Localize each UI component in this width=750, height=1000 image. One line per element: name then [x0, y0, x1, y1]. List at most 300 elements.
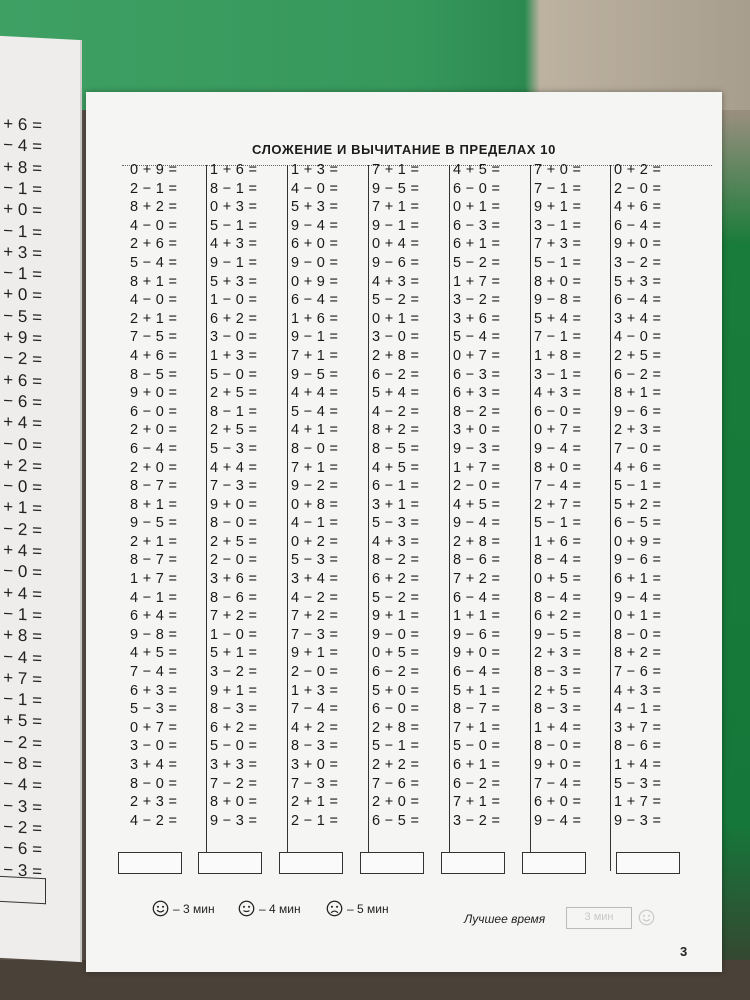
exercise-item: 7 − 4 =	[534, 775, 582, 792]
exercise-column	[534, 161, 614, 830]
exercise-item: 0 + 1 =	[372, 310, 420, 327]
exercise-item: 8 − 0 =	[614, 626, 662, 643]
exercise-item: 5 − 3 =	[614, 775, 662, 792]
exercise-item: 8 − 6 =	[614, 738, 662, 755]
exercise-item: 8 − 7 =	[453, 701, 501, 718]
exercise-column	[210, 161, 290, 830]
exercise-item: 0 + 9 =	[614, 533, 662, 550]
exercise-item: 6 + 2 =	[534, 608, 582, 625]
exercise-item: 2 + 8 =	[372, 719, 420, 736]
exercise-item: 4 + 3 =	[614, 682, 662, 699]
left-page-exercise: + 4 =	[3, 540, 42, 562]
exercise-item: 4 + 3 =	[210, 236, 258, 253]
exercise-item: 0 + 5 =	[534, 571, 582, 588]
left-page-exercise: + 6 =	[3, 114, 42, 136]
exercise-item: 2 + 1 =	[130, 533, 178, 550]
exercise-item: 8 + 0 =	[534, 273, 582, 290]
exercise-item: 4 − 2 =	[372, 403, 420, 420]
exercise-item: 2 + 1 =	[130, 310, 178, 327]
legend-neutral	[238, 900, 301, 917]
exercise-item: 3 − 2 =	[614, 254, 662, 271]
exercise-item: 6 + 3 =	[130, 682, 178, 699]
exercise-item: 2 − 1 =	[130, 180, 178, 197]
exercise-item: 9 − 1 =	[372, 217, 420, 234]
exercise-item: 7 + 1 =	[291, 459, 339, 476]
exercise-item: 5 − 4 =	[453, 329, 501, 346]
exercise-item: 6 − 4 =	[614, 292, 662, 309]
exercise-item: 1 + 3 =	[210, 347, 258, 364]
exercise-item: 7 + 2 =	[291, 608, 339, 625]
exercise-item: 2 − 0 =	[614, 180, 662, 197]
left-page-exercise: − 0 =	[3, 433, 42, 455]
exercise-item: 2 + 2 =	[372, 757, 420, 773]
exercise-item: 6 + 4 =	[130, 608, 178, 625]
time-answer-box[interactable]	[279, 852, 343, 874]
exercise-item: 5 − 1 =	[372, 738, 420, 755]
left-page-exercise: + 8 =	[3, 625, 42, 647]
exercise-item: 5 − 2 =	[372, 589, 420, 606]
exercise-item: 4 − 0 =	[614, 329, 662, 346]
exercise-item: 4 − 1 =	[130, 589, 178, 606]
exercise-item: 4 − 2 =	[291, 589, 339, 606]
exercise-item: 9 − 6 =	[453, 626, 501, 643]
exercise-item: 4 − 2 =	[130, 812, 178, 829]
exercise-item: 9 + 0 =	[210, 496, 258, 513]
left-page-exercise: + 5 =	[3, 710, 42, 732]
exercise-item: 6 + 1 =	[614, 571, 662, 588]
left-page-exercise: + 7 =	[3, 667, 42, 689]
exercise-item: 2 + 6 =	[130, 236, 178, 253]
time-answer-box[interactable]	[441, 852, 505, 874]
smiling-face-icon	[152, 900, 169, 917]
exercise-item: 8 − 3 =	[210, 701, 258, 718]
exercise-item: 5 − 4 =	[130, 254, 178, 271]
exercise-item: 9 − 6 =	[372, 254, 420, 271]
exercise-item: 9 − 5 =	[534, 626, 582, 643]
left-page-exercise: − 1 =	[3, 263, 42, 285]
exercise-item: 5 + 4 =	[534, 310, 582, 327]
exercise-item: 8 − 1 =	[210, 403, 258, 420]
exercise-item: 9 + 0 =	[614, 236, 662, 253]
left-page-exercise: + 0 =	[3, 284, 42, 306]
exercise-item: 5 − 2 =	[453, 254, 501, 271]
exercise-item: 3 + 1 =	[372, 496, 420, 513]
left-page-exercise: − 6 =	[3, 390, 42, 412]
exercise-item: 2 + 5 =	[534, 682, 582, 699]
exercise-item: 9 − 1 =	[210, 254, 258, 271]
exercise-item: 0 + 4 =	[372, 236, 420, 253]
exercise-item: 6 + 1 =	[453, 236, 501, 253]
left-page-exercise: + 3 =	[3, 241, 42, 263]
exercise-item: 6 − 3 =	[453, 366, 501, 383]
exercise-item: 7 − 3 =	[210, 478, 258, 495]
left-page-exercise: − 3 =	[3, 795, 42, 817]
exercise-item: 1 + 4 =	[614, 757, 662, 773]
exercise-item: 9 + 1 =	[210, 682, 258, 699]
column-separator	[530, 165, 531, 871]
exercise-item: 9 + 1 =	[372, 608, 420, 625]
exercise-item: 9 − 4 =	[534, 812, 582, 829]
exercise-item: 6 + 3 =	[453, 385, 501, 402]
exercise-item: 7 − 2 =	[210, 775, 258, 792]
exercise-item: 6 − 2 =	[372, 366, 420, 383]
exercise-item: 2 + 7 =	[534, 496, 582, 513]
exercise-item: 9 + 1 =	[534, 199, 582, 216]
exercise-item: 4 + 2 =	[291, 719, 339, 736]
exercise-item: 3 + 4 =	[614, 310, 662, 327]
left-page-exercise: − 1 =	[3, 220, 42, 242]
left-page-exercise: − 4 =	[3, 774, 42, 796]
left-page-exercise: + 4 =	[3, 582, 42, 604]
exercise-column	[453, 161, 533, 830]
left-page-exercise: − 4 =	[3, 646, 42, 668]
exercise-item: 4 + 5 =	[372, 459, 420, 476]
exercise-item: 3 + 7 =	[614, 719, 662, 736]
left-page	[0, 36, 82, 962]
exercise-item: 2 + 5 =	[210, 385, 258, 402]
exercise-item: 2 + 3 =	[130, 794, 178, 811]
exercise-item: 7 − 6 =	[372, 775, 420, 792]
exercise-item: 5 + 1 =	[453, 682, 501, 699]
exercise-item: 4 − 1 =	[291, 515, 339, 532]
legend-sad	[326, 900, 389, 917]
exercise-item: 4 + 3 =	[372, 273, 420, 290]
left-page-exercise: − 2 =	[3, 816, 42, 838]
worksheet-page	[86, 92, 722, 972]
exercise-item: 6 − 4 =	[453, 589, 501, 606]
exercise-item: 4 + 4 =	[291, 385, 339, 402]
exercise-item: 2 + 0 =	[130, 422, 178, 439]
exercise-column	[372, 161, 452, 830]
exercise-item: 3 − 1 =	[534, 217, 582, 234]
exercise-item: 8 − 2 =	[453, 403, 501, 420]
left-page-exercise: − 6 =	[3, 838, 42, 860]
exercise-item: 6 − 4 =	[130, 440, 178, 457]
exercise-item: 5 − 1 =	[534, 515, 582, 532]
column-separator	[287, 165, 288, 871]
exercise-item: 7 − 3 =	[291, 626, 339, 643]
exercise-item: 9 − 4 =	[614, 589, 662, 606]
exercise-item: 4 − 0 =	[130, 217, 178, 234]
exercise-item: 2 + 5 =	[614, 347, 662, 364]
exercise-item: 4 − 1 =	[614, 701, 662, 718]
exercise-item: 9 − 5 =	[291, 366, 339, 383]
exercise-item: 1 + 7 =	[130, 571, 178, 588]
exercise-item: 8 + 2 =	[130, 199, 178, 216]
best-time-box: 3 мин	[566, 907, 632, 929]
exercise-item: 9 + 0 =	[534, 757, 582, 773]
exercise-item: 2 + 8 =	[453, 533, 501, 550]
left-page-exercise: + 9 =	[3, 327, 42, 349]
exercise-item: 6 + 2 =	[372, 571, 420, 588]
left-page-exercise: − 1 =	[3, 177, 42, 199]
exercise-item: 6 − 4 =	[614, 217, 662, 234]
exercise-item: 4 + 6 =	[614, 459, 662, 476]
exercise-item: 8 + 2 =	[372, 422, 420, 439]
exercise-item: 3 + 0 =	[291, 757, 339, 773]
left-page-exercise: − 1 =	[3, 603, 42, 625]
exercise-item: 4 + 6 =	[130, 347, 178, 364]
exercise-item: 2 + 0 =	[130, 459, 178, 476]
exercise-column	[291, 161, 371, 830]
exercise-item: 4 + 5 =	[453, 496, 501, 513]
exercise-item: 9 − 0 =	[372, 626, 420, 643]
exercise-item: 9 + 1 =	[291, 645, 339, 662]
left-page-exercise: − 0 =	[3, 561, 42, 583]
exercise-item: 0 + 9 =	[291, 273, 339, 290]
exercise-item: 3 + 0 =	[453, 422, 501, 439]
exercise-item: 6 − 4 =	[291, 292, 339, 309]
exercise-item: 8 − 5 =	[372, 440, 420, 457]
exercise-item: 4 + 1 =	[291, 422, 339, 439]
exercise-item: 3 + 3 =	[210, 757, 258, 773]
column-separator	[449, 165, 450, 871]
neutral-face-icon	[238, 900, 255, 917]
exercise-item: 2 − 0 =	[291, 664, 339, 681]
exercise-item: 1 + 6 =	[291, 310, 339, 327]
exercise-item: 9 − 6 =	[614, 403, 662, 420]
exercise-item: 9 − 4 =	[534, 440, 582, 457]
exercise-item: 9 − 0 =	[291, 254, 339, 271]
exercise-item: 6 − 5 =	[614, 515, 662, 532]
exercise-item: 8 − 4 =	[534, 589, 582, 606]
exercise-item: 3 − 0 =	[130, 738, 178, 755]
left-page-exercise: − 8 =	[3, 753, 42, 775]
exercise-item: 5 − 2 =	[372, 292, 420, 309]
exercise-item: 7 + 2 =	[453, 571, 501, 588]
exercise-item: 3 + 6 =	[210, 571, 258, 588]
left-page-exercise: + 0 =	[3, 199, 42, 221]
faded-smiling-face-icon	[638, 909, 655, 926]
exercise-item: 3 − 0 =	[372, 329, 420, 346]
exercise-item: 9 − 5 =	[372, 180, 420, 197]
exercise-item: 5 − 0 =	[453, 738, 501, 755]
left-page-exercise: − 3 =	[3, 859, 42, 881]
exercise-item: 4 + 6 =	[614, 199, 662, 216]
exercise-item: 2 + 3 =	[614, 422, 662, 439]
exercise-item: 1 − 0 =	[210, 626, 258, 643]
exercise-item: 6 − 2 =	[372, 664, 420, 681]
exercise-item: 6 − 2 =	[614, 366, 662, 383]
exercise-item: 5 + 4 =	[372, 385, 420, 402]
exercise-item: 9 − 8 =	[130, 626, 178, 643]
left-page-exercise: − 2 =	[3, 348, 42, 370]
exercise-item: 9 + 0 =	[453, 645, 501, 662]
exercise-item: 8 − 1 =	[210, 180, 258, 197]
exercise-item: 6 − 0 =	[130, 403, 178, 420]
exercise-item: 5 − 0 =	[210, 738, 258, 755]
exercise-item: 0 + 2 =	[291, 533, 339, 550]
exercise-item: 8 − 0 =	[130, 775, 178, 792]
exercise-item: 2 + 5 =	[210, 533, 258, 550]
exercise-item: 7 + 1 =	[372, 199, 420, 216]
exercise-item: 2 − 1 =	[291, 812, 339, 829]
exercise-item: 7 + 0 =	[534, 162, 582, 178]
exercise-item: 7 − 3 =	[291, 775, 339, 792]
exercise-item: 9 − 3 =	[614, 812, 662, 829]
exercise-item: 5 − 1 =	[210, 217, 258, 234]
exercise-item: 2 − 0 =	[453, 478, 501, 495]
exercise-item: 7 + 1 =	[453, 719, 501, 736]
exercise-item: 5 + 3 =	[614, 273, 662, 290]
exercise-item: 8 − 6 =	[453, 552, 501, 569]
exercise-item: 1 + 1 =	[453, 608, 501, 625]
exercise-item: 8 − 0 =	[210, 515, 258, 532]
left-page-exercise: − 1 =	[3, 689, 42, 711]
exercise-item: 9 − 3 =	[453, 440, 501, 457]
exercise-item: 6 − 0 =	[534, 403, 582, 420]
exercise-item: 8 + 0 =	[210, 794, 258, 811]
exercise-item: 3 − 0 =	[210, 329, 258, 346]
exercise-item: 2 + 1 =	[291, 794, 339, 811]
left-page-exercise: + 2 =	[3, 454, 42, 476]
exercise-item: 6 + 2 =	[210, 310, 258, 327]
exercise-item: 9 − 8 =	[534, 292, 582, 309]
exercise-item: 4 + 5 =	[130, 645, 178, 662]
legend-happy-label: – 3 мин	[173, 901, 215, 916]
exercise-item: 4 − 0 =	[130, 292, 178, 309]
exercise-item: 7 + 1 =	[453, 794, 501, 811]
exercise-item: 5 + 1 =	[210, 645, 258, 662]
legend-neutral-label: – 4 мин	[259, 901, 301, 916]
left-page-exercise: − 2 =	[3, 731, 42, 753]
exercise-item: 0 + 7 =	[534, 422, 582, 439]
time-answer-box[interactable]	[522, 852, 586, 874]
exercise-item: 8 − 2 =	[372, 552, 420, 569]
column-separator	[368, 165, 369, 871]
exercise-item: 1 + 6 =	[210, 162, 258, 178]
exercise-item: 5 + 3 =	[291, 199, 339, 216]
left-page-exercise: + 4 =	[3, 412, 42, 434]
page-title: СЛОЖЕНИЕ И ВЫЧИТАНИЕ В ПРЕДЕЛАХ 10	[252, 142, 556, 157]
exercise-item: 6 − 0 =	[372, 701, 420, 718]
time-answer-box[interactable]	[198, 852, 262, 874]
exercise-item: 0 + 2 =	[614, 162, 662, 178]
exercise-item: 6 − 5 =	[372, 812, 420, 829]
exercise-item: 5 − 4 =	[291, 403, 339, 420]
exercise-item: 3 + 6 =	[453, 310, 501, 327]
exercise-item: 0 + 1 =	[614, 608, 662, 625]
exercise-item: 5 − 3 =	[210, 440, 258, 457]
exercise-item: 8 + 0 =	[534, 459, 582, 476]
exercise-item: 8 + 1 =	[130, 273, 178, 290]
exercise-item: 3 + 4 =	[291, 571, 339, 588]
exercise-item: 3 + 4 =	[130, 757, 178, 773]
exercise-item: 1 + 7 =	[614, 794, 662, 811]
exercise-item: 7 − 4 =	[291, 701, 339, 718]
exercise-item: 0 + 1 =	[453, 199, 501, 216]
exercise-column	[614, 161, 694, 830]
time-answer-box[interactable]	[118, 852, 182, 874]
exercise-item: 5 + 2 =	[614, 496, 662, 513]
exercise-item: 4 + 3 =	[372, 533, 420, 550]
exercise-item: 9 − 2 =	[291, 478, 339, 495]
exercise-item: 7 + 2 =	[210, 608, 258, 625]
exercise-item: 7 − 1 =	[534, 180, 582, 197]
exercise-item: 5 − 3 =	[130, 701, 178, 718]
exercise-item: 4 + 4 =	[210, 459, 258, 476]
exercise-item: 1 + 8 =	[534, 347, 582, 364]
exercise-item: 9 − 3 =	[210, 812, 258, 829]
exercise-item: 1 + 7 =	[453, 273, 501, 290]
exercise-item: 1 + 6 =	[534, 533, 582, 550]
left-page-exercise: − 4 =	[3, 135, 42, 157]
exercise-item: 0 + 9 =	[130, 162, 178, 178]
exercise-item: 2 + 5 =	[210, 422, 258, 439]
exercise-item: 8 + 1 =	[614, 385, 662, 402]
exercise-item: 7 − 4 =	[130, 664, 178, 681]
exercise-item: 9 − 6 =	[614, 552, 662, 569]
exercise-item: 5 − 1 =	[614, 478, 662, 495]
exercise-item: 7 − 4 =	[534, 478, 582, 495]
exercise-item: 8 − 4 =	[534, 552, 582, 569]
exercise-item: 7 + 1 =	[291, 347, 339, 364]
exercise-item: 8 − 7 =	[130, 478, 178, 495]
exercise-item: 8 − 0 =	[534, 738, 582, 755]
exercise-item: 2 + 3 =	[534, 645, 582, 662]
exercise-item: 1 + 3 =	[291, 682, 339, 699]
exercise-item: 5 + 0 =	[372, 682, 420, 699]
exercise-item: 4 − 0 =	[291, 180, 339, 197]
exercise-item: 7 + 1 =	[372, 162, 420, 178]
exercise-item: 1 + 7 =	[453, 459, 501, 476]
exercise-item: 8 − 5 =	[130, 366, 178, 383]
exercise-item: 7 − 1 =	[534, 329, 582, 346]
best-time-label: Лучшее время	[464, 912, 546, 926]
exercise-item: 4 + 5 =	[453, 162, 501, 178]
exercise-item: 0 + 3 =	[210, 199, 258, 216]
exercise-item: 2 − 0 =	[210, 552, 258, 569]
left-page-exercise: + 1 =	[3, 497, 42, 519]
exercise-item: 6 − 2 =	[453, 775, 501, 792]
exercise-item: 6 − 3 =	[453, 217, 501, 234]
exercise-item: 8 + 2 =	[614, 645, 662, 662]
exercise-item: 9 + 0 =	[130, 385, 178, 402]
exercise-item: 8 − 7 =	[130, 552, 178, 569]
legend-happy	[152, 900, 215, 917]
exercise-item: 7 − 6 =	[614, 664, 662, 681]
exercise-item: 5 − 3 =	[291, 552, 339, 569]
exercise-item: 7 + 3 =	[534, 236, 582, 253]
exercise-item: 0 + 7 =	[453, 347, 501, 364]
time-answer-box[interactable]	[616, 852, 680, 874]
column-separator	[610, 165, 611, 871]
exercise-item: 5 − 3 =	[372, 515, 420, 532]
left-page-exercise: + 6 =	[3, 369, 42, 391]
exercise-item: 1 + 3 =	[291, 162, 339, 178]
exercise-item: 9 − 4 =	[453, 515, 501, 532]
exercise-item: 8 − 0 =	[291, 440, 339, 457]
exercise-item: 6 − 4 =	[453, 664, 501, 681]
exercise-item: 6 − 1 =	[372, 478, 420, 495]
exercise-item: 8 − 6 =	[210, 589, 258, 606]
sad-face-icon	[326, 900, 343, 917]
left-page-exercise: + 8 =	[3, 156, 42, 178]
column-separator	[206, 165, 207, 871]
exercise-item: 6 − 0 =	[453, 180, 501, 197]
exercise-item: 5 − 0 =	[210, 366, 258, 383]
left-page-exercise: − 5 =	[3, 305, 42, 327]
exercise-item: 6 + 1 =	[453, 757, 501, 773]
exercise-item: 8 − 3 =	[534, 701, 582, 718]
time-answer-box[interactable]	[360, 852, 424, 874]
exercise-item: 2 + 0 =	[372, 794, 420, 811]
exercise-item: 8 + 1 =	[130, 496, 178, 513]
exercise-item: 0 + 5 =	[372, 645, 420, 662]
exercise-item: 6 + 0 =	[291, 236, 339, 253]
exercise-item: 7 − 5 =	[130, 329, 178, 346]
exercise-item: 5 + 3 =	[210, 273, 258, 290]
